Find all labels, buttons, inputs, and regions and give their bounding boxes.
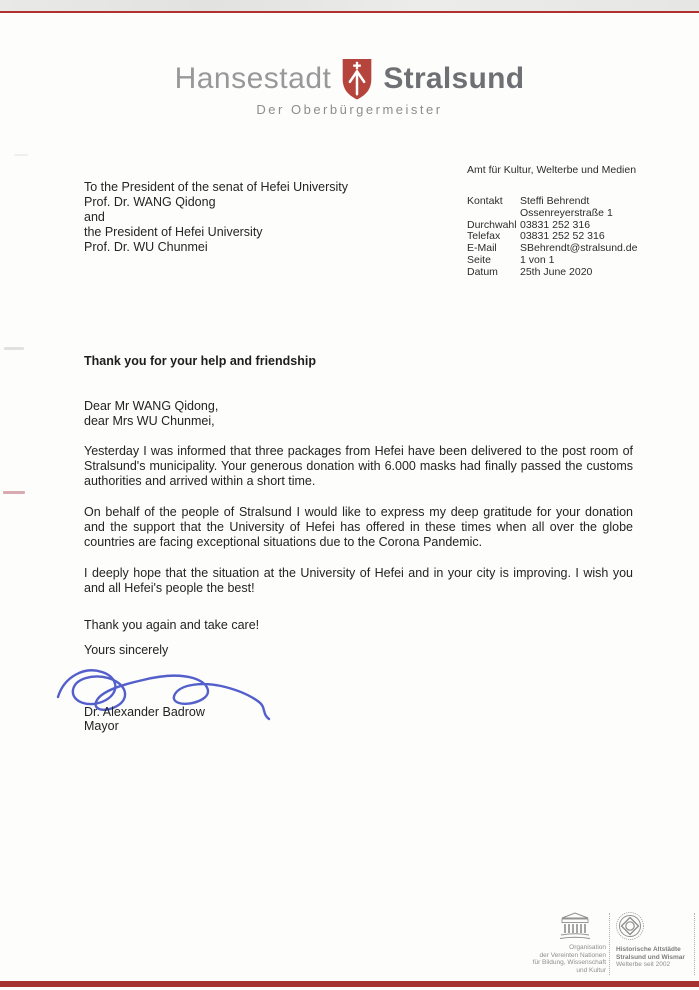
body-paragraph: I deeply hope that the situation at the University of Hefei and in your city is improving. I wish you and all Hefei's people the best! (84, 566, 633, 596)
signer-title: Mayor (84, 719, 119, 733)
footer-divider (694, 913, 695, 975)
contact-row (467, 255, 637, 267)
contact-block (467, 196, 637, 279)
brand-stralsund: Stralsund (383, 62, 525, 95)
unesco-caption: Organisation der Vereinten Nationen für Bildung, Wissenschaft und Kultur (532, 944, 606, 974)
salutation-line: Dear Mr WANG Qidong, (84, 399, 219, 413)
body-paragraph: Yesterday I was informed that three packages from Hefei have been delivered to the post room of Stralsund's municipality. Your generous donation with 6.000 masks had finally passed the customs authorities and arrived within a short time. (84, 444, 633, 489)
closing-line: Thank you again and take care! (84, 618, 260, 632)
fold-mark (14, 154, 28, 156)
signer-name: Dr. Alexander Badrow (84, 705, 205, 719)
contact-label (467, 208, 520, 220)
world-heritage-emblem-icon (615, 911, 645, 941)
contact-value: Steffi Behrendt (520, 195, 590, 207)
contact-value: 03831 252 316 (520, 218, 591, 231)
unesco-logo-icon (558, 912, 592, 940)
recipient-line: the President of Hefei University (84, 225, 263, 239)
contact-label: Kontakt (467, 195, 503, 207)
footer-divider (609, 913, 610, 975)
contact-label: Datum (467, 265, 498, 278)
stralsund-crest-icon (340, 58, 374, 100)
fold-mark (4, 347, 24, 350)
salutation-line: dear Mrs WU Chunmei, (84, 414, 215, 428)
recipient-line: Prof. Dr. WU Chunmei (84, 240, 208, 254)
salutation (84, 399, 218, 429)
recipient-address (84, 180, 348, 255)
fold-mark (3, 491, 25, 494)
recipient-line: and (84, 210, 105, 224)
office-name: Amt für Kultur, Welterbe und Medien (467, 164, 637, 176)
scan-edge-artifact (0, 0, 699, 11)
contact-value: 03831 252 52 316 (520, 230, 605, 243)
recipient-line: Prof. Dr. WANG Qidong (84, 195, 216, 209)
top-red-line (0, 11, 699, 13)
bottom-red-band (0, 981, 699, 987)
contact-label: Seite (467, 253, 491, 266)
letterhead-subtitle: Der Oberbürgermeister (256, 102, 443, 117)
subject-line: Thank you for your help and friendship (84, 354, 316, 368)
brand-hansestadt: Hansestadt (174, 62, 332, 95)
contact-label: E-Mail (467, 242, 497, 255)
contact-value: 1 von 1 (520, 253, 555, 266)
contact-value: 25th June 2020 (520, 265, 593, 278)
body-paragraph: On behalf of the people of Stralsund I would like to express my deep gratitude for your donation and the support that the University of Hefei has offered in these times when all over the globe countries are facing exceptional situations due to the Corona Pandemic. (84, 505, 633, 550)
heritage-caption: Historische Altstädte Stralsund und Wismar Welterbe seit 2002 (616, 946, 685, 969)
recipient-line: To the President of the senat of Hefei University (84, 180, 349, 194)
contact-row (467, 208, 637, 220)
contact-label: Durchwahl (467, 218, 517, 231)
contact-value: SBehrendt@stralsund.de (520, 242, 638, 255)
contact-label: Telefax (467, 230, 501, 243)
contact-row (467, 267, 637, 279)
valediction-line: Yours sincerely (84, 643, 169, 657)
contact-value: Ossenreyerstraße 1 (520, 206, 613, 219)
letterhead (0, 56, 699, 102)
